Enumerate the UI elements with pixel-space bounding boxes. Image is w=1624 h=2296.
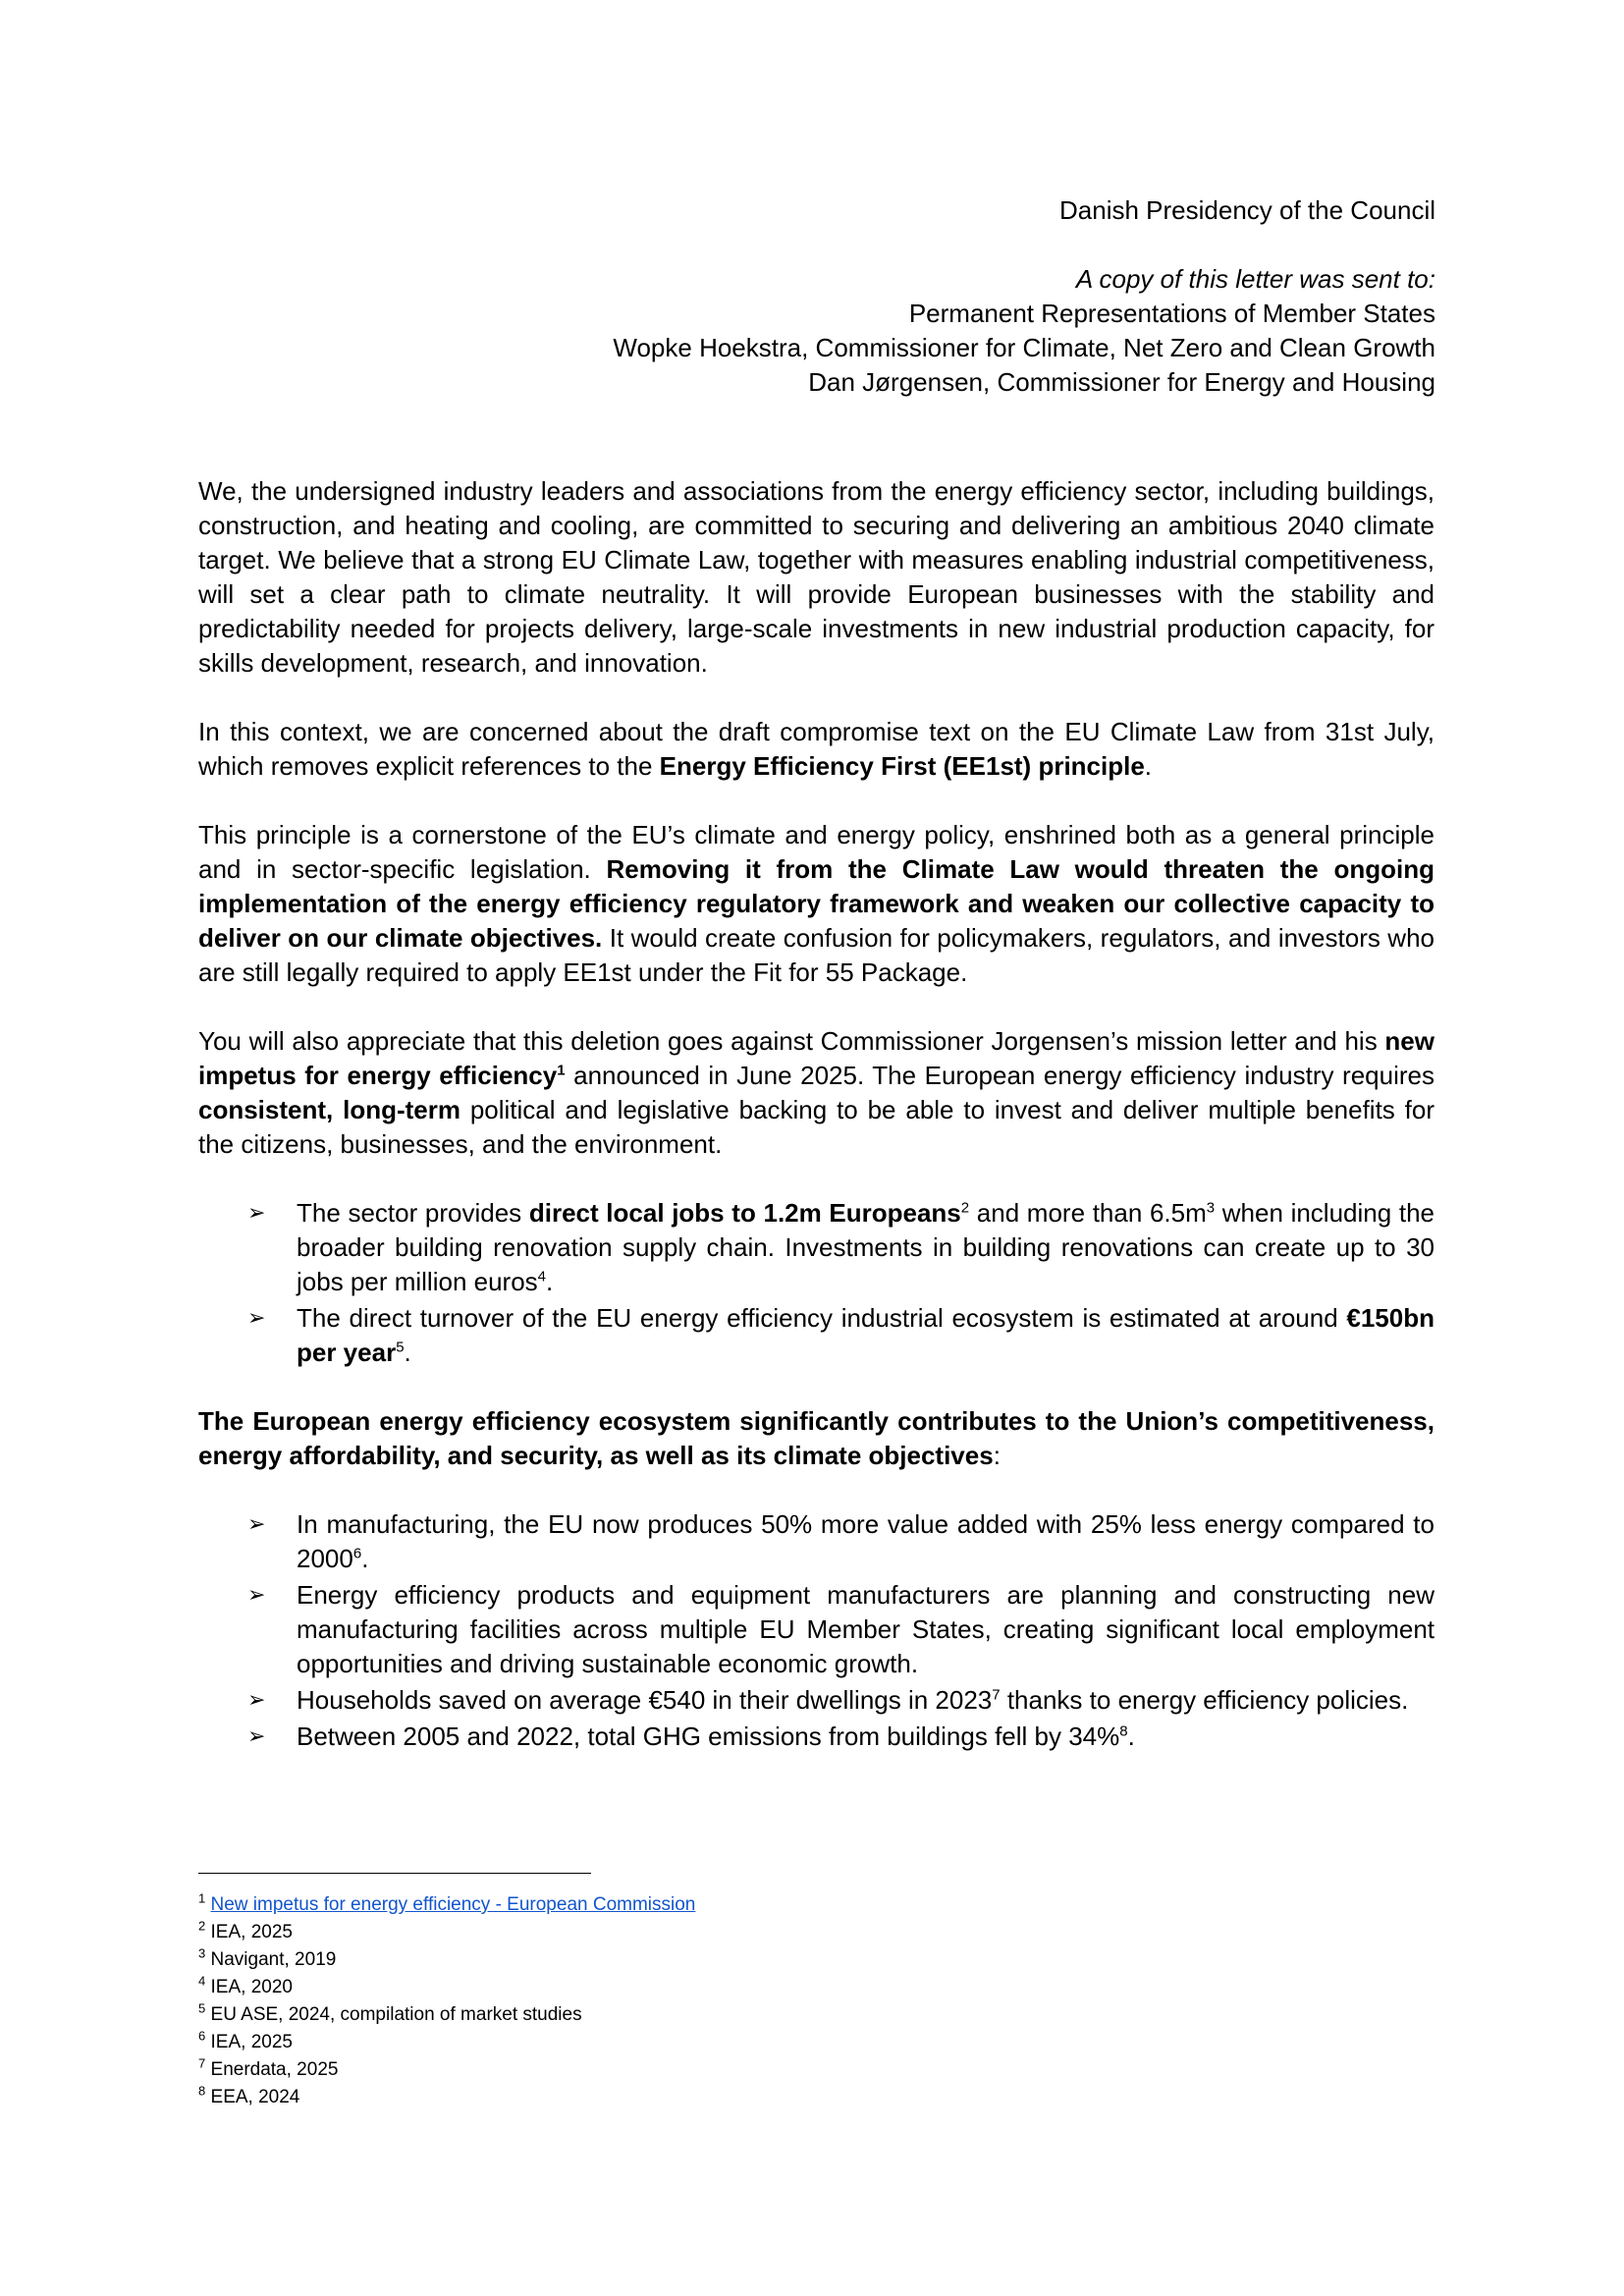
- copy-recipient: Dan Jørgensen, Commissioner for Energy and Housing: [808, 367, 1435, 397]
- text-run: The sector provides: [297, 1198, 529, 1228]
- copy-recipient: Permanent Representations of Member States: [908, 299, 1435, 328]
- arrow-bullet-icon: ➢: [247, 1724, 266, 1749]
- footnote-item: [198, 1891, 695, 1919]
- bullet-text: Energy efficiency products and equipment manufacturers are planning and constructing new manufacturing facilities across multiple EU Member States, creating significant local employment opportunities and driving sustainable economic growth.: [297, 1580, 1435, 1678]
- footnote-ref: 7: [992, 1686, 1001, 1704]
- text-run: .: [1144, 751, 1153, 781]
- footnote-number: 8: [198, 2083, 206, 2099]
- text-run: This principle is a cornerstone of the EU’s climate and energy policy, enshrined both as a general principle and in sector-specific legislation.: [198, 820, 1435, 884]
- copy-recipient: Wopke Hoekstra, Commissioner for Climate, Net Zero and Clean Growth: [613, 333, 1435, 362]
- text-run: announced in June 2025. The European energy efficiency industry requires: [565, 1061, 1435, 1090]
- footnote-ref: 3: [1206, 1199, 1216, 1217]
- letter-body: [198, 474, 1435, 1788]
- addressee-block: [355, 193, 1435, 400]
- bold-run: consistent, long-term: [198, 1095, 460, 1124]
- list-item: [198, 1507, 1435, 1576]
- footnote-item: [198, 1919, 695, 1946]
- footnote-item: [198, 2084, 695, 2111]
- text-run: political and legislative backing to be able to invest and deliver multiple benefits for the citizens, businesses, and the environment.: [198, 1095, 1435, 1159]
- footnote-number: 7: [198, 2055, 206, 2071]
- paragraph-impetus: [198, 1024, 1435, 1162]
- footnote-text: Navigant, 2019: [210, 1949, 337, 1970]
- footnote-text: IEA, 2025: [210, 2032, 293, 2052]
- text-run: In this context, we are concerned about the draft compromise text on the EU Climate Law from 31st July, which removes explicit references to the: [198, 717, 1435, 781]
- spacer: [355, 228, 1435, 262]
- arrow-bullet-icon: ➢: [247, 1583, 266, 1608]
- footnote-number: 2: [198, 1918, 206, 1934]
- recipient: Danish Presidency of the Council: [1059, 195, 1435, 225]
- bold-run: €150bn per year: [297, 1303, 1435, 1367]
- footnote-text: EEA, 2024: [210, 2087, 300, 2107]
- text-run: .: [1127, 1722, 1135, 1751]
- footnote-item: [198, 2056, 695, 2084]
- text-run: You will also appreciate that this deletion goes against Commissioner Jorgensen’s mission letter and his: [198, 1026, 1385, 1056]
- bullet-text: [297, 1720, 1435, 1754]
- arrow-bullet-icon: ➢: [247, 1688, 266, 1713]
- copy-label: A copy of this letter was sent to:: [1075, 264, 1435, 294]
- text-run: thanks to energy efficiency policies.: [1000, 1685, 1409, 1715]
- text-run: Households saved on average €540 in their dwellings in 2023: [297, 1685, 993, 1715]
- arrow-bullet-icon: ➢: [247, 1201, 266, 1226]
- footnote-item: [198, 1946, 695, 1974]
- footnote-text: IEA, 2025: [210, 1922, 293, 1942]
- bold-run: The European energy efficiency ecosystem significantly contributes to the Union’s competitiveness, energy affordability, and security, as well as its climate objectives: [198, 1406, 1435, 1470]
- text-run: when including the broader building renovation supply chain. Investments in building renovations can create up to 30 jobs per million euros: [297, 1198, 1435, 1296]
- text-run: Between 2005 and 2022, total GHG emissions from buildings fell by 34%: [297, 1722, 1120, 1751]
- bullet-text: [297, 1507, 1435, 1576]
- text-run: .: [546, 1267, 554, 1296]
- bullet-text: [297, 1683, 1435, 1718]
- text-run: and more than 6.5m: [969, 1198, 1207, 1228]
- list-item: [198, 1720, 1435, 1754]
- footnote-separator: [198, 1873, 591, 1874]
- paragraph-ecosystem: [198, 1404, 1435, 1473]
- arrow-bullet-icon: ➢: [247, 1512, 266, 1537]
- footnote-ref: 6: [352, 1545, 362, 1562]
- footnote-ref: 4: [537, 1268, 547, 1285]
- text-run: .: [404, 1338, 411, 1367]
- text-run: The direct turnover of the EU energy efficiency industrial ecosystem is estimated at around: [297, 1303, 1347, 1333]
- footnote-item: [198, 2001, 695, 2029]
- paragraph-concern: [198, 715, 1435, 784]
- footnote-ref: 2: [960, 1199, 970, 1217]
- text-run: :: [993, 1441, 1001, 1470]
- arrow-bullet-icon: ➢: [247, 1306, 266, 1331]
- bullet-text: [297, 1301, 1435, 1370]
- footnote-number: 1: [198, 1890, 206, 1906]
- footnote-text: EU ASE, 2024, compilation of market studies: [210, 2004, 582, 2025]
- text-run: .: [361, 1544, 369, 1573]
- bold-run: Energy Efficiency First (EE1st) principle: [659, 751, 1145, 781]
- paragraph-intro: We, the undersigned industry leaders and associations from the energy efficiency sector, including buildings, construction, and heating and cooling, are committed to securing and delivering an ambitious 2040 climate target. We believe that a strong EU Climate Law, together with measures enabling industrial competitiveness, will set a clear path to climate neutrality. It will provide European businesses with the stability and predictability needed for projects delivery, large-scale investments in new industrial production capacity, for skills development, research, and innovation.: [198, 476, 1435, 678]
- footnote-item: [198, 2029, 695, 2056]
- bold-run: direct local jobs to 1.2m Europeans: [528, 1198, 961, 1228]
- bullet-list-jobs: [198, 1196, 1435, 1370]
- text-run: It would create confusion for policymakers, regulators, and investors who are still legally required to apply EE1st under the Fit for 55 Package.: [198, 923, 1435, 987]
- footnote-ref: 1: [557, 1062, 566, 1079]
- paragraph-principle: [198, 818, 1435, 990]
- footnote-number: 4: [198, 1973, 206, 1989]
- footnote-text: Enerdata, 2025: [210, 2059, 339, 2080]
- list-item: [198, 1683, 1435, 1718]
- bullet-text: [297, 1196, 1435, 1299]
- list-item: [198, 1301, 1435, 1370]
- footnote-number: 3: [198, 1945, 206, 1961]
- footnote-link[interactable]: New impetus for energy efficiency - European Commission: [210, 1894, 696, 1915]
- footnotes: [198, 1891, 695, 2111]
- footnote-text: IEA, 2020: [210, 1977, 293, 1997]
- footnote-number: 5: [198, 2000, 206, 2016]
- list-item: [198, 1196, 1435, 1299]
- footnote-ref: 5: [396, 1339, 405, 1356]
- bullet-list-benefits: [198, 1507, 1435, 1754]
- footnote-number: 6: [198, 2028, 206, 2044]
- bold-run: new impetus for energy efficiency: [198, 1026, 1435, 1090]
- footnote-item: [198, 1974, 695, 2001]
- list-item: [198, 1578, 1435, 1681]
- bold-run: Removing it from the Climate Law would threaten the ongoing implementation of the energy efficiency regulatory framework and weaken our collective capacity to deliver on our climate objectives.: [198, 854, 1435, 953]
- text-run: In manufacturing, the EU now produces 50% more value added with 25% less energy compared to 2000: [297, 1509, 1435, 1573]
- footnote-ref: 8: [1119, 1722, 1128, 1740]
